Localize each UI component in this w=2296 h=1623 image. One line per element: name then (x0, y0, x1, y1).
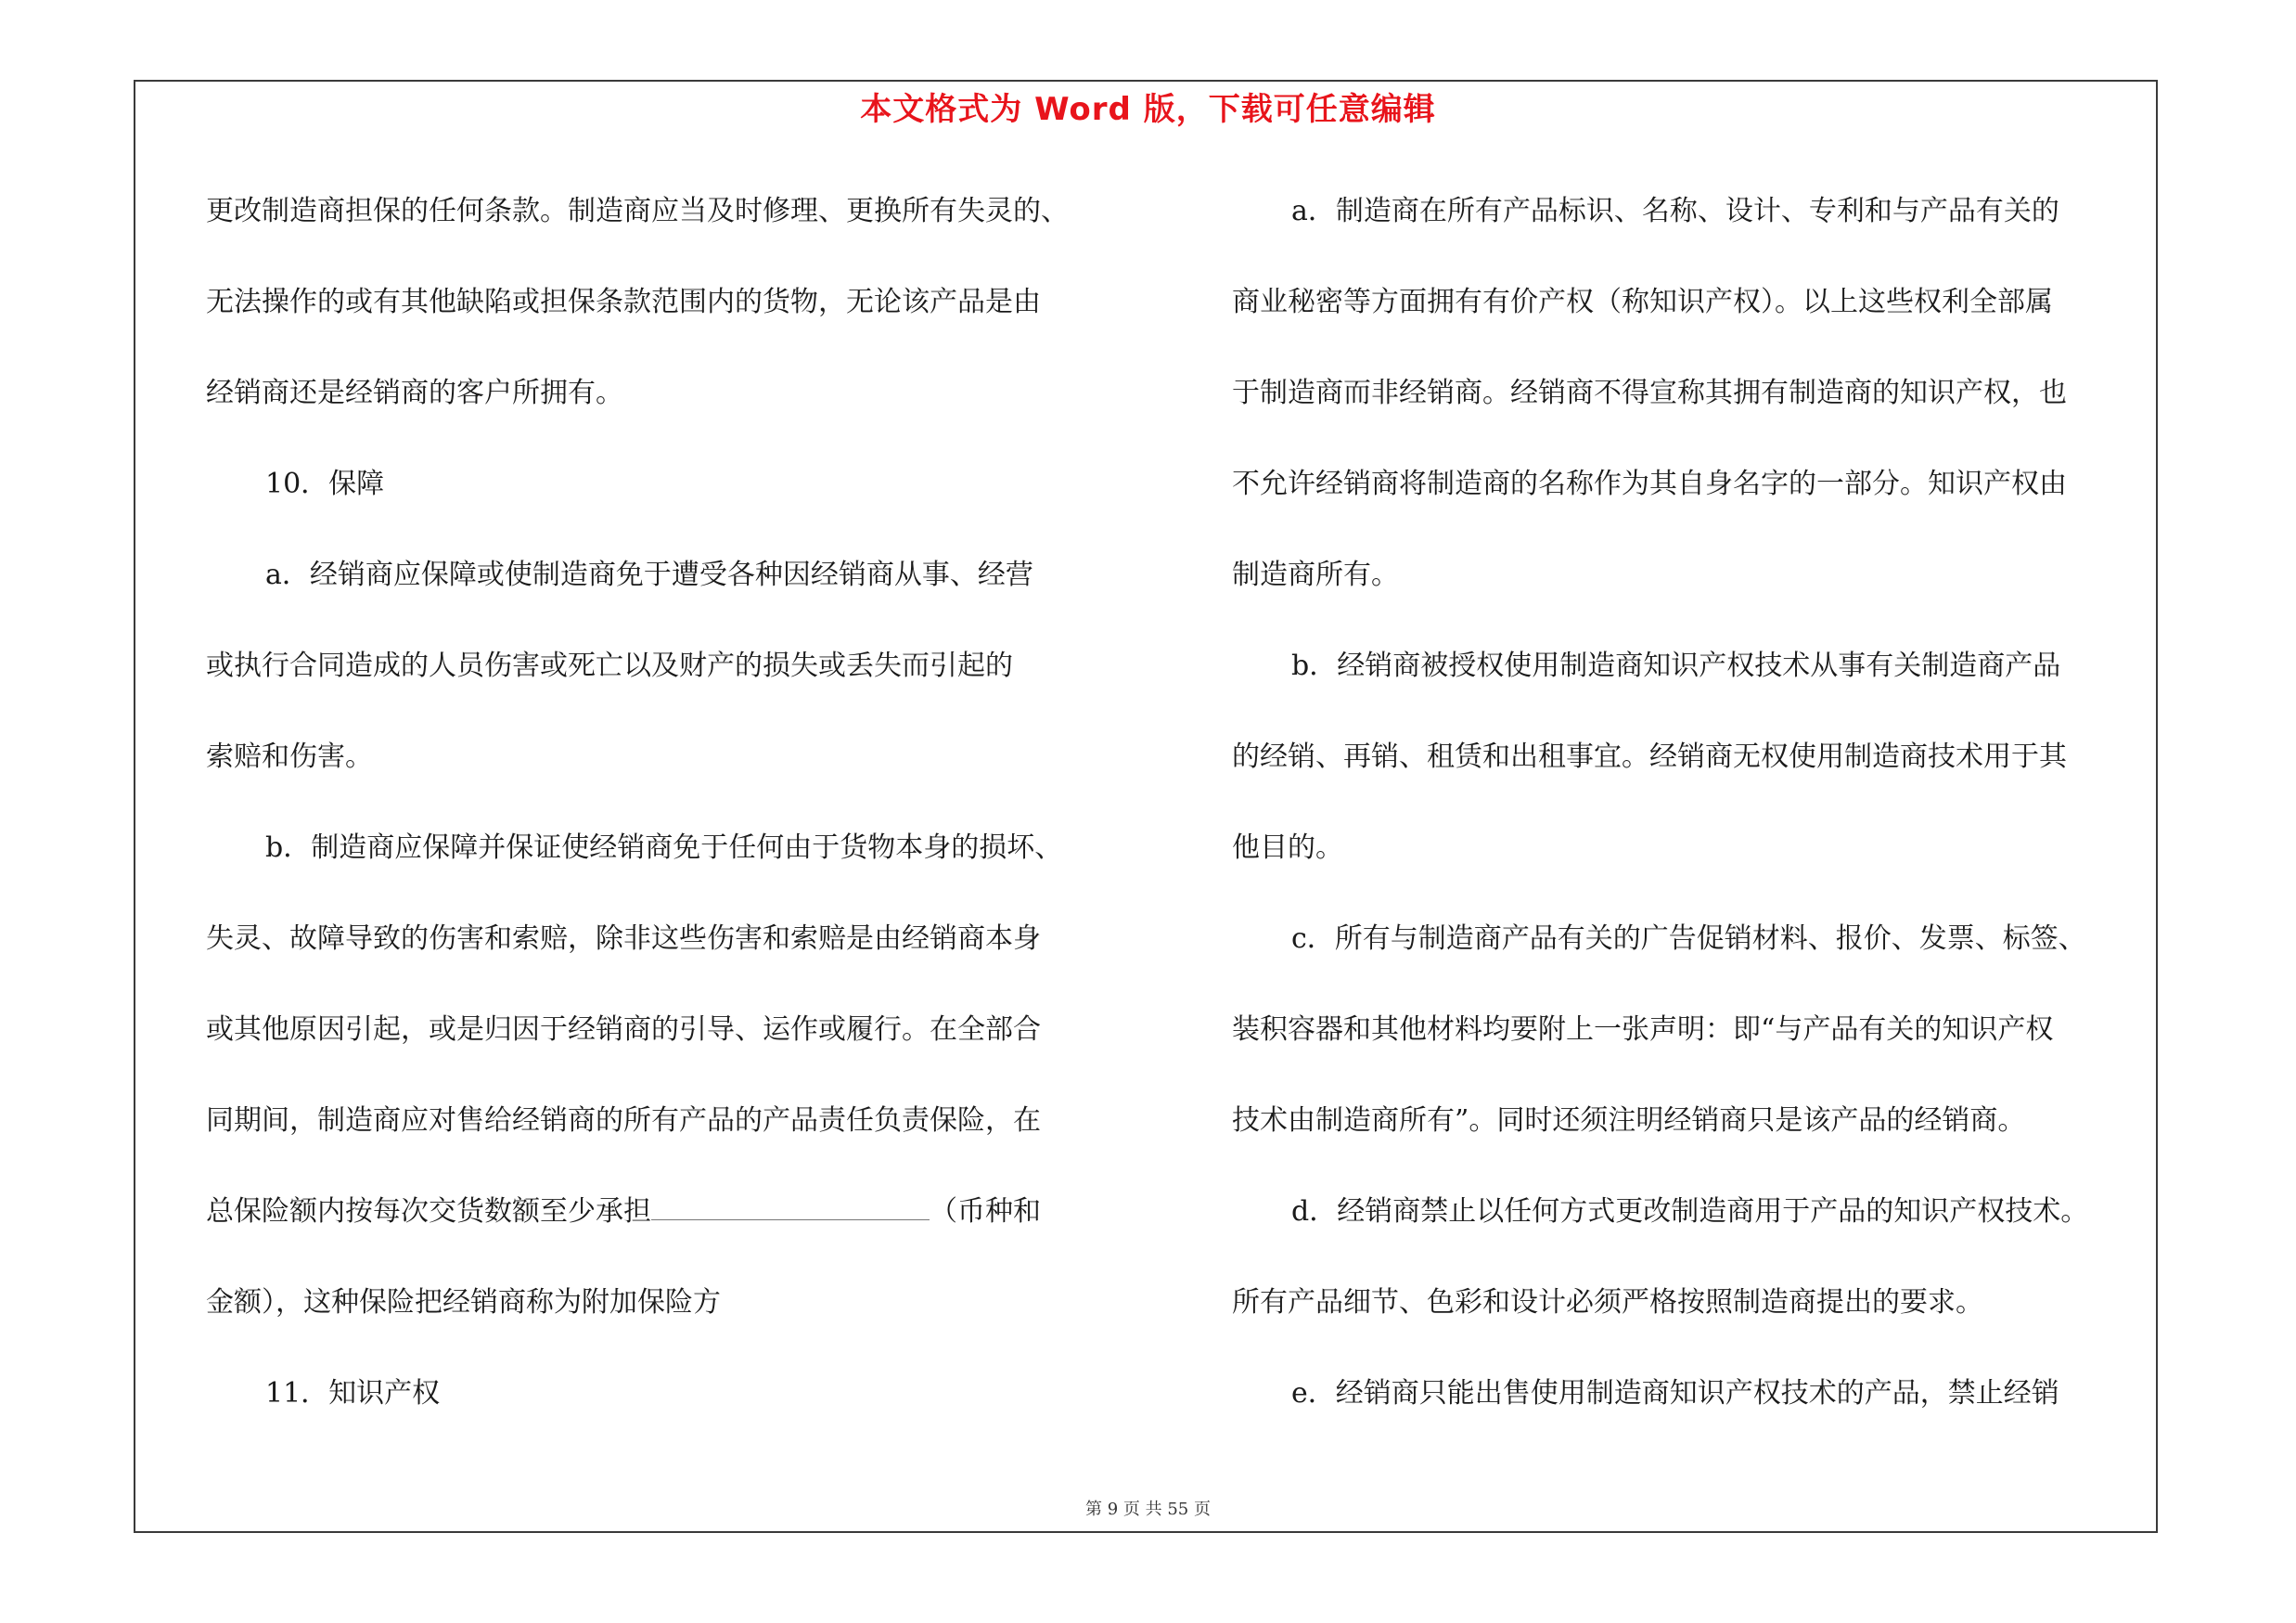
paragraph-line-with-blank (206, 1182, 1134, 1273)
paragraph-line: a．经销商应保障或使制造商免于遭受各种因经销商从事、经营 (265, 559, 1033, 591)
paragraph-line: 无法操作的或有其他缺陷或担保条款范围内的货物，无论该产品是由 (206, 286, 1041, 318)
left-text-column (206, 182, 1134, 1455)
paragraph-line: 经销商还是经销商的客户所拥有。 (206, 377, 623, 409)
paragraph-line: c．所有与制造商产品有关的广告促销材料、报价、发票、标签、 (1291, 922, 2086, 955)
paragraph-line: 金额），这种保险把经销商称为附加保险方 (206, 1286, 721, 1319)
paragraph-line: 他目的。 (1232, 831, 1343, 864)
paragraph-line: 的经销、再销、租赁和出租事宜。经销商无权使用制造商技术用于其 (1232, 741, 2067, 773)
paragraph-line: 索赔和伤害。 (206, 741, 373, 773)
paragraph-line: 或执行合同造成的人员伤害或死亡以及财产的损失或丢失而引起的 (206, 650, 1013, 682)
section-heading-10: 10．保障 (265, 468, 385, 500)
paragraph-line: 同期间，制造商应对售给经销商的所有产品的产品责任负责保险，在 (206, 1104, 1041, 1137)
fill-in-blank (651, 1193, 930, 1220)
paragraph-line: 所有产品细节、色彩和设计必须严格按照制造商提出的要求。 (1232, 1286, 1983, 1319)
paragraph-line: b．经销商被授权使用制造商知识产权技术从事有关制造商产品 (1291, 650, 2061, 682)
paragraph-line: 商业秘密等方面拥有有价产权（称知识产权）。以上这些权利全部属 (1232, 286, 2053, 318)
paragraph-line: 更改制造商担保的任何条款。制造商应当及时修理、更换所有失灵的、 (206, 195, 1069, 227)
paragraph-line: 技术由制造商所有”。同时还须注明经销商只是该产品的经销商。 (1232, 1104, 2026, 1137)
paragraph-line: 或其他原因引起，或是归因于经销商的引导、运作或履行。在全部合 (206, 1013, 1041, 1046)
paragraph-line: 失灵、故障导致的伤害和索赔，除非这些伤害和索赔是由经销商本身 (206, 922, 1041, 955)
paragraph-line: e．经销商只能出售使用制造商知识产权技术的产品，禁止经销 (1291, 1377, 2059, 1410)
paragraph-line: 制造商所有。 (1232, 559, 1399, 591)
paragraph-line: b．制造商应保障并保证使经销商免于任何由于货物本身的损坏、 (265, 831, 1063, 864)
paragraph-line: 于制造商而非经销商。经销商不得宣称其拥有制造商的知识产权，也 (1232, 377, 2067, 409)
paragraph-text: 总保险额内按每次交货数额至少承担 (206, 1195, 651, 1228)
paragraph-line: a．制造商在所有产品标识、名称、设计、专利和与产品有关的 (1291, 195, 2059, 227)
paragraph-text: （币种和 (930, 1195, 1041, 1228)
page-number: 第 9 页 共 55 页 (1085, 1500, 1211, 1519)
section-heading-11: 11．知识产权 (265, 1377, 441, 1410)
right-text-column (1232, 182, 2160, 1455)
paragraph-line: d．经销商禁止以任何方式更改制造商用于产品的知识产权技术。 (1291, 1195, 2089, 1228)
paragraph-line: 装积容器和其他材料均要附上一张声明：即“与产品有关的知识产权 (1232, 1013, 2054, 1046)
paragraph-line: 不允许经销商将制造商的名称作为其自身名字的一部分。知识产权由 (1232, 468, 2067, 500)
word-format-banner: 本文格式为 Word 版，下载可任意编辑 (860, 91, 1436, 128)
